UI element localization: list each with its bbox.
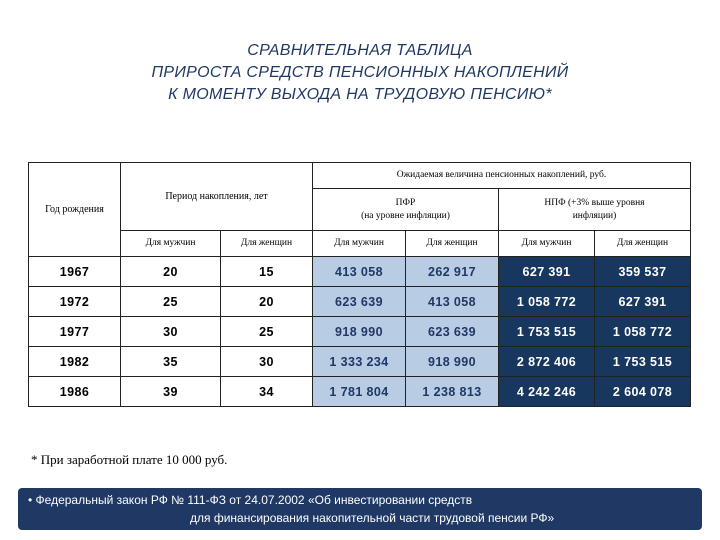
cell-period-women: 34	[221, 377, 313, 407]
header-pfr-name: ПФР	[395, 197, 416, 208]
cell-period-women: 15	[221, 257, 313, 287]
cell-period-men: 30	[121, 317, 221, 347]
table-row	[29, 347, 691, 377]
cell-year: 1977	[29, 317, 121, 347]
table-row	[29, 317, 691, 347]
cell-pfr-men: 623 639	[313, 287, 406, 317]
cell-npf-women: 1 753 515	[595, 347, 691, 377]
title-line-2: ПРИРОСТА СРЕДСТВ ПЕНСИОННЫХ НАКОПЛЕНИЙ	[151, 64, 569, 81]
cell-period-women: 30	[221, 347, 313, 377]
cell-npf-men: 1 753 515	[499, 317, 595, 347]
law-reference-line-2: для финансирования накопительной части трудовой пенсии РФ»	[190, 511, 555, 525]
page-title	[0, 40, 720, 106]
footnote: * При заработной плате 10 000 руб.	[31, 452, 228, 467]
cell-period-women: 25	[221, 317, 313, 347]
header-period: Период накопления, лет	[121, 163, 313, 231]
cell-npf-men: 1 058 772	[499, 287, 595, 317]
law-reference-line-1: • Федеральный закон РФ № 111-ФЗ от 24.07.2002 «Об инвестировании средств	[28, 493, 473, 507]
cell-period-women: 20	[221, 287, 313, 317]
table-row	[29, 287, 691, 317]
cell-year: 1986	[29, 377, 121, 407]
header-birth-year: Год рождения	[29, 163, 121, 257]
header-npf	[499, 189, 691, 231]
cell-pfr-men: 1 781 804	[313, 377, 406, 407]
cell-pfr-women: 1 238 813	[406, 377, 499, 407]
law-reference-bar	[18, 488, 702, 530]
comparison-table	[28, 162, 691, 407]
cell-npf-men: 627 391	[499, 257, 595, 287]
cell-pfr-men: 1 333 234	[313, 347, 406, 377]
cell-period-men: 25	[121, 287, 221, 317]
header-period-women: Для женщин	[221, 231, 313, 257]
header-expected: Ожидаемая величина пенсионных накоплений, руб.	[313, 163, 691, 189]
header-pfr-men: Для мужчин	[313, 231, 406, 257]
header-pfr-note: (на уровне инфляции)	[361, 210, 450, 221]
cell-npf-women: 1 058 772	[595, 317, 691, 347]
header-npf-note: инфляции)	[572, 210, 617, 221]
cell-pfr-women: 262 917	[406, 257, 499, 287]
cell-npf-women: 627 391	[595, 287, 691, 317]
cell-period-men: 39	[121, 377, 221, 407]
cell-npf-women: 359 537	[595, 257, 691, 287]
cell-pfr-men: 413 058	[313, 257, 406, 287]
cell-npf-men: 4 242 246	[499, 377, 595, 407]
cell-pfr-women: 623 639	[406, 317, 499, 347]
cell-npf-men: 2 872 406	[499, 347, 595, 377]
cell-pfr-women: 918 990	[406, 347, 499, 377]
title-line-3: К МОМЕНТУ ВЫХОДА НА ТРУДОВУЮ ПЕНСИЮ*	[168, 86, 552, 103]
cell-period-men: 35	[121, 347, 221, 377]
cell-pfr-men: 918 990	[313, 317, 406, 347]
cell-year: 1972	[29, 287, 121, 317]
cell-pfr-women: 413 058	[406, 287, 499, 317]
header-pfr	[313, 189, 499, 231]
table-row	[29, 257, 691, 287]
cell-year: 1967	[29, 257, 121, 287]
header-npf-men: Для мужчин	[499, 231, 595, 257]
header-period-men: Для мужчин	[121, 231, 221, 257]
cell-npf-women: 2 604 078	[595, 377, 691, 407]
header-pfr-women: Для женщин	[406, 231, 499, 257]
title-line-1: СРАВНИТЕЛЬНАЯ ТАБЛИЦА	[247, 42, 473, 59]
header-npf-name: НПФ (+3% выше уровня	[544, 197, 645, 208]
table-row	[29, 377, 691, 407]
cell-period-men: 20	[121, 257, 221, 287]
header-npf-women: Для женщин	[595, 231, 691, 257]
cell-year: 1982	[29, 347, 121, 377]
